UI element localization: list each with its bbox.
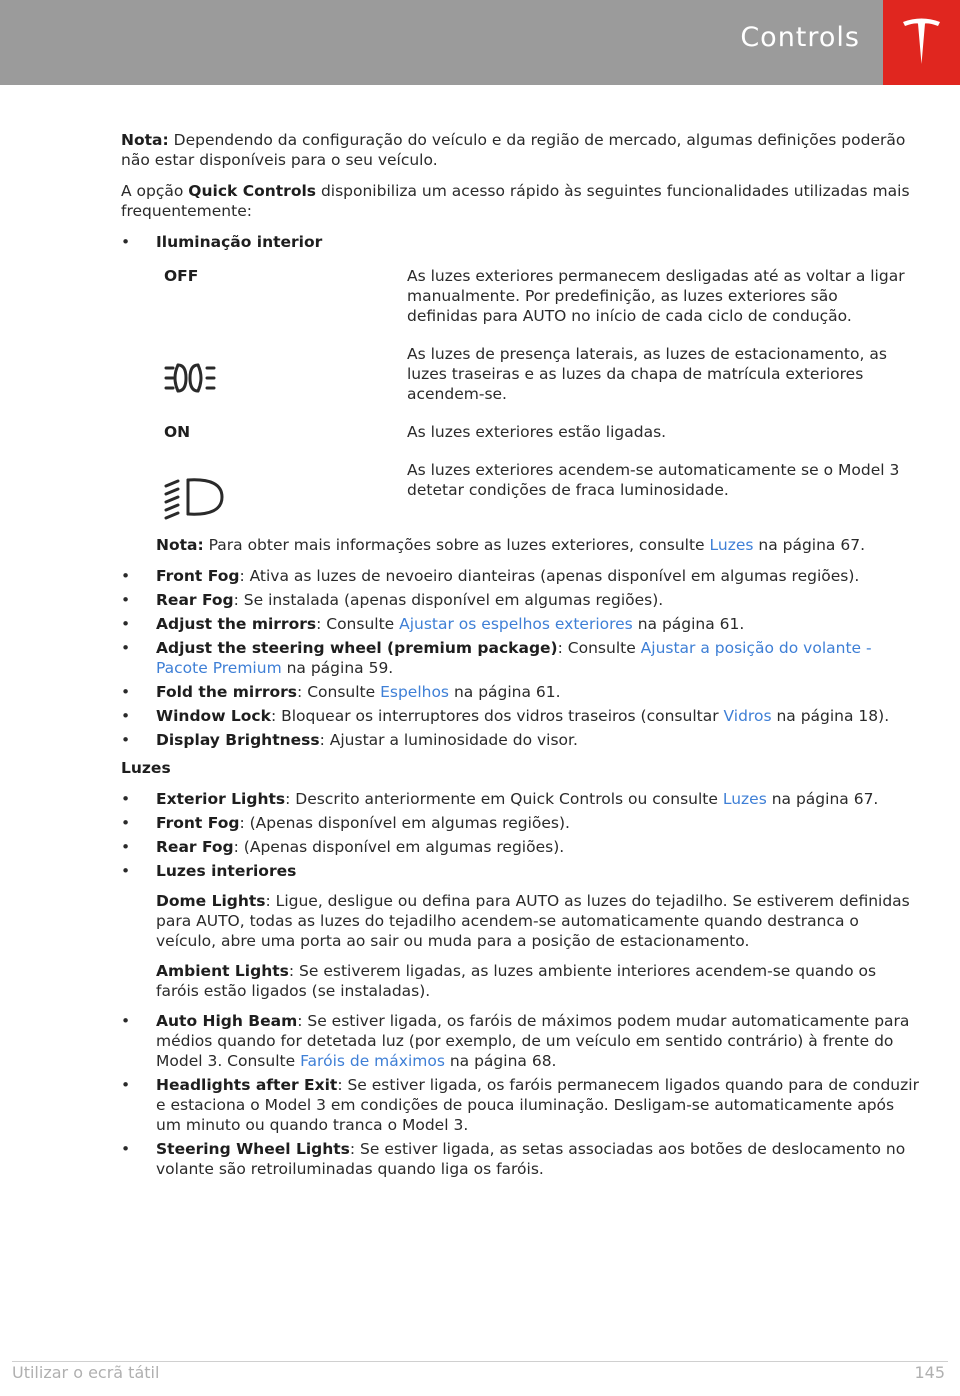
item-text: : Se estiverem ligadas, as luzes ambiente interiores acendem-se quando os faróis estão ligados (se instaladas). [156, 962, 877, 1000]
list-item-front-fog-2 [121, 813, 921, 833]
dome-lights-paragraph [156, 891, 921, 951]
item-label: Adjust the steering wheel (premium package) [156, 639, 558, 657]
parking-lights-icon [164, 358, 224, 398]
item-label: Window Lock [156, 707, 271, 725]
note-label: Nota: [121, 131, 169, 149]
table-key [156, 344, 407, 422]
item-label: Steering Wheel Lights [156, 1140, 350, 1158]
quick-controls-list [121, 232, 921, 252]
quick-controls-intro [121, 181, 921, 221]
list-item-rear-fog [121, 590, 921, 610]
item-label: Ambient Lights [156, 962, 289, 980]
item-label: Dome Lights [156, 892, 266, 910]
table-key [156, 422, 407, 460]
quick-controls-label: Quick Controls [188, 182, 317, 200]
item-text: na página 68. [444, 1052, 557, 1070]
link-espelhos[interactable]: Espelhos [380, 683, 450, 701]
key-on: ON [164, 423, 191, 441]
item-text: na página 59. [281, 659, 394, 677]
intro-text: A opção [121, 182, 189, 200]
table-key [156, 460, 407, 525]
note-paragraph [121, 130, 921, 170]
section-heading [121, 758, 921, 778]
key-off: OFF [164, 267, 199, 285]
table-desc: As luzes exteriores acendem-se automaticamente se o Model 3 detetar condições de fraca luminosidade. [407, 461, 900, 499]
link-luzes[interactable]: Luzes [709, 536, 754, 554]
list-item-auto-high-beam [121, 1011, 921, 1071]
link-mirrors[interactable]: Ajustar os espelhos exteriores [399, 615, 633, 633]
note-label: Nota: [156, 536, 204, 554]
quick-controls-list-2 [121, 566, 921, 750]
item-text: : Se estiver ligada, os faróis de máximos podem mudar automaticamente para médios quando for detetada luz (por exemplo, de um veículo em sentido contrário) à frente do Model 3. Consulte [156, 1012, 910, 1070]
link-vidros[interactable]: Vidros [723, 707, 772, 725]
list-item-fold [121, 682, 921, 702]
footer-divider [12, 1361, 948, 1362]
note-text: Dependendo da configuração do veículo e da região de mercado, algumas definições poderão não estar disponíveis para o seu veículo. [121, 131, 906, 169]
link-steering[interactable]: Ajustar a posição do volante - Pacote Premium [156, 639, 872, 677]
item-label: Front Fog [156, 567, 240, 585]
list-item-headlights-after-exit [121, 1075, 921, 1135]
link-luzes-2[interactable]: Luzes [722, 790, 767, 808]
item-text: : Ligue, desligue ou defina para AUTO as luzes do tejadilho. Se estiverem definidas para AUTO, todas as luzes do tejadilho acendem-se automaticamente quando destranca o veículo, abre uma porta ao sair ou muda para a posição de estacionamento. [156, 892, 910, 950]
table-row [156, 460, 906, 525]
item-label: Rear Fog [156, 838, 234, 856]
item-label: Fold the mirrors [156, 683, 298, 701]
item-text: na página 67. [766, 790, 879, 808]
table-desc: As luzes exteriores permanecem desligadas até as voltar a ligar manualmente. Por predefinição, as luzes exteriores são definidas para AUTO no início de cada ciclo de condução. [407, 267, 905, 325]
link-farois[interactable]: Faróis de máximos [300, 1052, 445, 1070]
luzes-heading: Luzes [121, 759, 171, 777]
item-label: Rear Fog [156, 591, 234, 609]
table-note [121, 535, 921, 555]
list-item-steering [121, 638, 921, 678]
document-body [121, 130, 921, 1184]
list-item-exterior-lights [121, 789, 921, 809]
exterior-lights-table [156, 266, 906, 525]
footer-section: Utilizar o ecrã tátil [12, 1363, 160, 1382]
luzes-list [121, 789, 921, 1179]
table-key [156, 266, 407, 344]
item-text: : Consulte [316, 615, 400, 633]
item-text: : (Apenas disponível em algumas regiões). [233, 838, 565, 856]
intro-text: disponibiliza um acesso rápido às seguintes funcionalidades utilizadas mais frequentemente: [121, 182, 910, 220]
list-item-front-fog [121, 566, 921, 586]
tesla-logo-icon [901, 16, 942, 66]
item-text: : Descrito anteriormente em Quick Controls ou consulte [285, 790, 723, 808]
item-label: Auto High Beam [156, 1012, 298, 1030]
page-number: 145 [914, 1363, 945, 1382]
item-text: : Consulte [297, 683, 381, 701]
item-text: : Bloquear os interruptores dos vidros traseiros (consultar [270, 707, 724, 725]
item-text: : (Apenas disponível em algumas regiões). [239, 814, 570, 832]
item-label: Adjust the mirrors [156, 615, 317, 633]
item-label: Headlights after Exit [156, 1076, 338, 1094]
list-item-interior-lights [121, 861, 921, 1001]
table-row [156, 422, 906, 460]
item-text: : Se instalada (apenas disponível em algumas regiões). [233, 591, 664, 609]
item-text: na página 18). [771, 707, 890, 725]
list-item-window-lock [121, 706, 921, 726]
table-desc: As luzes exteriores estão ligadas. [407, 423, 667, 441]
item-text: : Se estiver ligada, as setas associadas aos botões de deslocamento no volante são retroiluminadas quando liga os faróis. [156, 1140, 906, 1178]
auto-headlights-icon [164, 474, 228, 520]
page-title: Controls [740, 22, 860, 53]
list-item-steering-wheel-lights [121, 1139, 921, 1179]
item-text: na página 61. [632, 615, 745, 633]
list-item-interior-lighting [121, 232, 921, 252]
note-text: Para obter mais informações sobre as luzes exteriores, consulte [203, 536, 710, 554]
brand-logo [883, 0, 960, 85]
item-label: Luzes interiores [156, 862, 297, 880]
list-item-rear-fog-2 [121, 837, 921, 857]
item-label: Front Fog [156, 814, 240, 832]
note-text: na página 67. [753, 536, 866, 554]
item-label: Exterior Lights [156, 790, 286, 808]
table-desc: As luzes de presença laterais, as luzes de estacionamento, as luzes traseiras e as luzes da chapa de matrícula exteriores acendem-se. [407, 345, 887, 403]
item-text: : Ativa as luzes de nevoeiro dianteiras (apenas disponível em algumas regiões). [239, 567, 860, 585]
item-text: : Ajustar a luminosidade do visor. [319, 731, 578, 749]
item-label: Iluminação interior [156, 233, 323, 251]
table-row [156, 344, 906, 422]
list-item-display [121, 730, 921, 750]
page-header [0, 0, 960, 85]
table-row [156, 266, 906, 344]
item-text: na página 61. [449, 683, 561, 701]
ambient-lights-paragraph [156, 961, 921, 1001]
item-text: : Se estiver ligada, os faróis permanecem ligados quando para de conduzir e estaciona o Model 3 em condições de pouca iluminação. Desligam-se automaticamente após um minuto ou quando tranca o Model 3. [156, 1076, 919, 1134]
item-label: Display Brightness [156, 731, 320, 749]
list-item-mirrors [121, 614, 921, 634]
item-text: : Consulte [557, 639, 641, 657]
